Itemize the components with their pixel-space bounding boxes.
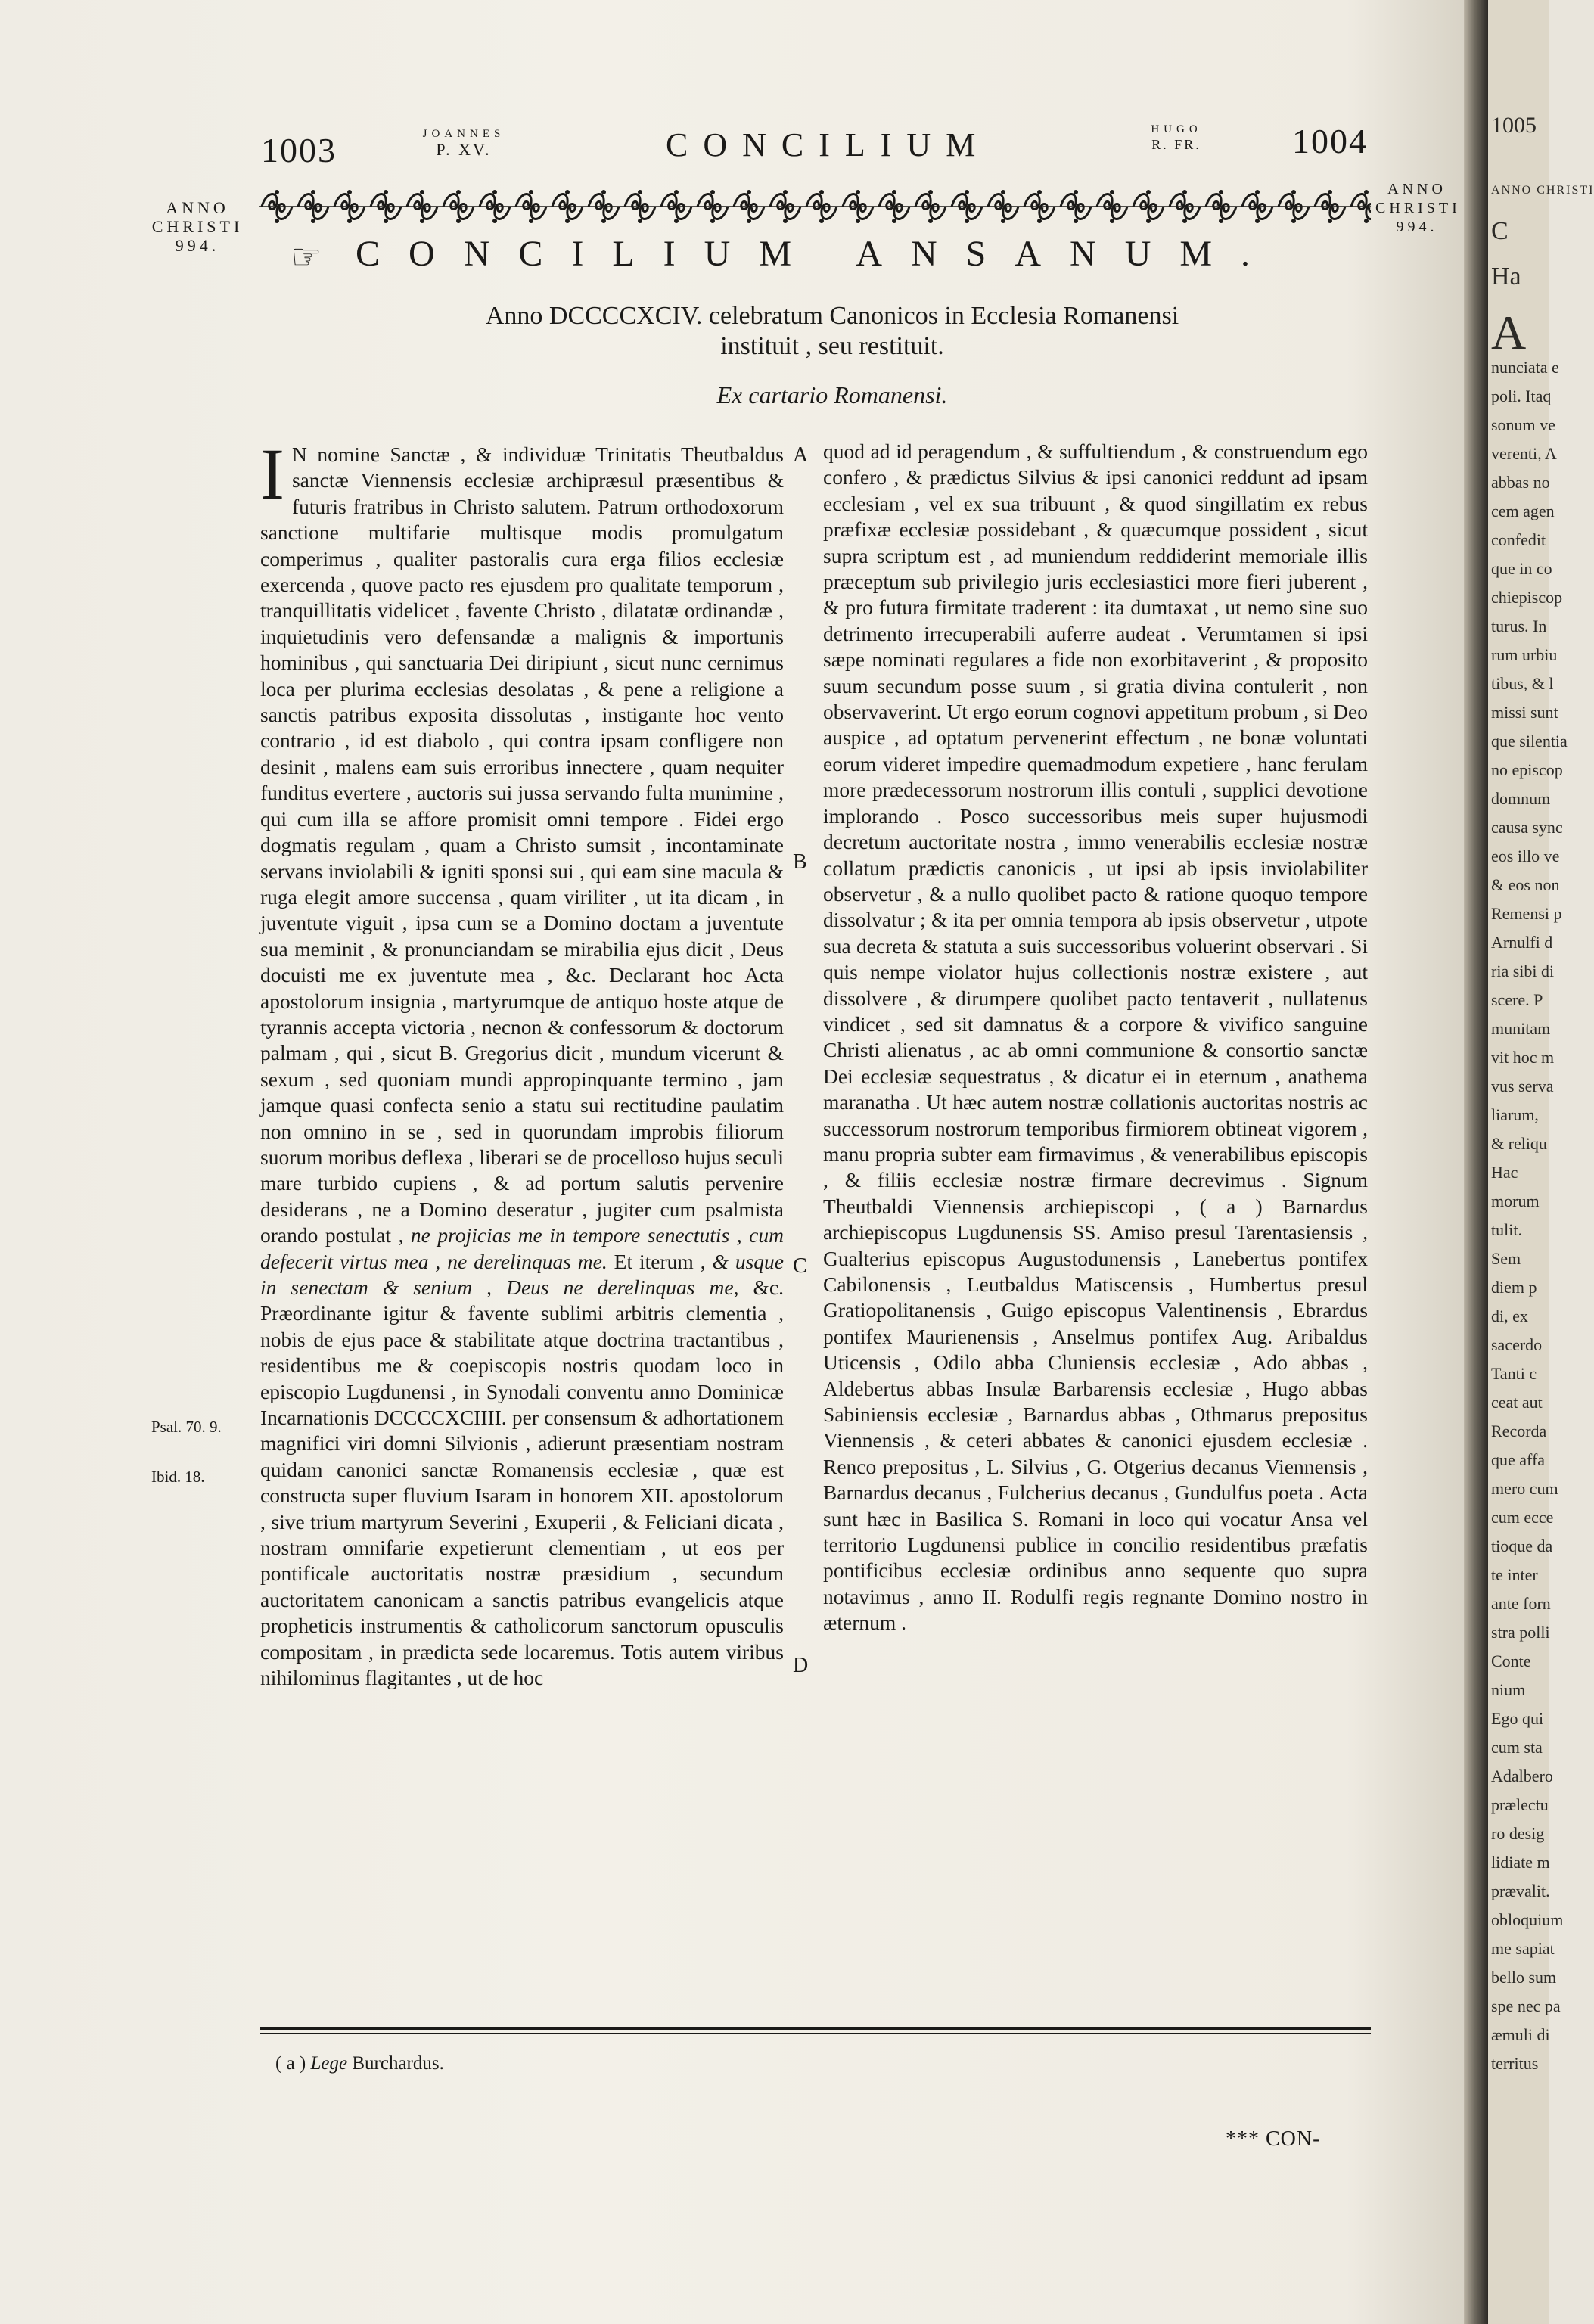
council-title: CONCILIUM ANSANUM.	[356, 234, 1279, 274]
adjacent-page-line: verenti, A	[1491, 444, 1557, 463]
adjacent-page-line: morum	[1491, 1192, 1540, 1210]
adjacent-page-line: Remensi p	[1491, 904, 1562, 923]
council-subtitle	[303, 301, 1362, 362]
catchword: *** CON-	[1226, 2127, 1321, 2151]
adjacent-page-line: Recorda	[1491, 1421, 1547, 1440]
adjacent-page-line: Ha	[1491, 263, 1521, 290]
adjacent-page-line: missi sunt	[1491, 703, 1558, 722]
adjacent-page-line: abbas no	[1491, 473, 1550, 492]
adjacent-page-line: Hac	[1491, 1163, 1518, 1182]
adjacent-page-line: stra polli	[1491, 1623, 1550, 1642]
adjacent-page-line: cum sta	[1491, 1738, 1543, 1757]
adjacent-page-line: rum urbiu	[1491, 645, 1558, 664]
adjacent-page-line: sonum ve	[1491, 415, 1555, 434]
adjacent-page-line: scere. P	[1491, 990, 1543, 1009]
anno-label: ANNO	[1387, 181, 1446, 197]
subtitle-line-2: instituit , seu restituit.	[720, 332, 944, 360]
adjacent-page-line: vus serva	[1491, 1077, 1554, 1095]
adjacent-page-line: lidiate m	[1491, 1853, 1550, 1872]
adjacent-page-line: vit hoc m	[1491, 1048, 1555, 1067]
adjacent-page-line: nium	[1491, 1680, 1526, 1699]
anno-label: ANNO	[166, 198, 229, 217]
charter-continuation-text: &c. Præordinante igitur & favente sublimi arbitris clementia , nobis de ejus pace & stabilitate atque doctrina tractantibus , residentibus me & coepiscopis nostris quodam loco in episcopio Lugdunensi , in Synodali conventu anno Dominicæ Incarnationis DCCCCXCIIII. per consensum & adhortationem magnifici viri domni Silvionis , adierunt præsentiam nostram quidam canonici sanctæ Romanensis ecclesiæ , quæ est constructa super fluvium Isaram in honorem XII. apostolorum , sive trium martyrum Severini , Exuperii , & Feliciani dicata , nostram omnifarie expetierunt clementiam , ut eos per pontificale auctoritatis nostræ præsidium , secundum auctoritatem canonicam a sanctis patribus evangelicis atque propheticis instrumentis & catholicorum sanctorum opusculis compositam , in prædicta sede locaremus. Totis autem viribus nihilominus flagitantes , ut de hoc	[260, 1275, 785, 1690]
king-name: HUGO	[1151, 123, 1202, 135]
christi-label: CHRISTI	[1375, 200, 1461, 216]
adjacent-page-line: bello sum	[1491, 1968, 1557, 1987]
page-number-left: 1003	[261, 131, 337, 169]
adjacent-page-edge	[1488, 0, 1594, 2324]
adjacent-page-line: chiepiscop	[1491, 588, 1563, 607]
adjacent-page-line: æmuli di	[1491, 2025, 1550, 2044]
charter-paragraph-continued: quod ad id peragendum , & suffultiendum , & construendum ego confero , & prædictus Silvius & ipsi canonici reddunt ad ipsam ecclesiam , vel ex sua tribuunt , & quod singillatim ex rebus præfixæ ecclesiæ possidebant , & quæcumque possident , sicut supra scriptum est , ad muniendum reddiderint memoriale illis præceptum sub privilegio juris ecclesiastici more fieri juberent , & pro futura firmitate traderent : ita dumtaxat , ut nemo sine suo detrimento irrecuperabili auferre audeat . Verumtamen si ipsi sæpe nominati regulares a fide non exorbitaverint , & proposito suum secundum posse suum , si gratia divina contulerit , non observaverint. Ut ergo eorum cognovi appetitum probum , si Deo auspice , ad optatum pervenerint effectum , ne bonæ voluntati eorum videret impedire quemadmodum expetiere , hanc ferulam more prædecessorum nostrorum illis contuli , supplici devotione implorando . Posco successoribus meis super hujusmodi decretum auctoritate nostra , immo venerabilis ecclesiæ nostræ collatum prædictis canonicis , ut ipsi ab ipsis inviolabiliter observetur , & a nullo quolibet pacto & ratione quoquo tempore dissolvatur ; & ita per omnia tempora ab ipsis observetur , utpote sua decreta & statuta a suis successoribus voluerint observari . Si quis nempe violator hujus collectionis nostræ existere , aut dissolvere , & dirumpere quolibet pacto tentaverit , nullatenus vindicet , sed sit damnatus & a corpore & vivifico sanguine Christi alienatus , ac ab omni communione & consortio sanctæ Dei ecclesiæ sequestratus , & dicatur ei in eternum , anathema maranatha . Ut hæc autem nostræ collationis auctoritas nostris ac successorum nostrorum temporibus firmiorem obtineat vigorem , manu propria subter eam firmavimus , & venerabilibus episcopis , & filiis ecclesiæ nostræ firmare decrevimus . Signum Theutbaldi Viennensis archiepiscopi , ( a ) Barnardus archiepiscopus Lugdunensis SS. Amiso presul Tarentasiensis , Gualterius episcopus Augustodunensis , Lanebertus pontifex Cabilonensis , Leutbaldus Matiscensis , Humbertus presul Gratiopolitanensis , Guigo episcopus Valentinensis , Ebrardus pontifex Maurienensis , Anselmus pontifex Aug. Aribaldus Uticensis , Odilo abba Cluniensis ecclesiæ , Ado abbas , Aldebertus abbas Insulæ Barbarensis ecclesiæ , Hugo abbas Sabiniensis ecclesiæ , Barnardus abbas , Othmarus prepositus Viennensis , & ceteri abbates & canonici ejusdem ecclesiæ . Renco prepositus , L. Silvius , G. Otgerius decanus Viennensis , Barnardus decanus , Fulcherius decanus , Gundulfus poeta . Acta sunt hæc in Basilica S. Romani in loco qui vocatur Ansa vel territorio Lugdunensi publice in concilio residentibus præfatis pontificibus ecclesiæ ordinibus anno sequente quo supra notavimus , anno II. Rodulfi regis regnante Domino nostro in æternum .	[823, 440, 1368, 1635]
footnote-rule	[260, 2027, 1371, 2030]
adjacent-page-line: obloquium	[1491, 1910, 1564, 1929]
adjacent-page-line: tioque da	[1491, 1536, 1553, 1555]
adjacent-page-line: prævalit.	[1491, 1881, 1550, 1900]
adjacent-page-line: turus. In	[1491, 617, 1547, 635]
year-label: 994.	[175, 236, 220, 255]
running-title: CONCILIUM	[666, 126, 991, 163]
margin-reference-ibid: Ibid. 18.	[151, 1468, 205, 1486]
footnote-lege: Lege	[310, 2053, 348, 2074]
adjacent-page-line: C	[1491, 217, 1509, 245]
adjacent-page-line: territus	[1491, 2054, 1539, 2073]
pope-name: JOANNES	[422, 128, 505, 140]
king-heading	[1135, 123, 1218, 153]
psalm-quote-1: ne projicias me in tempore senectutis , cum defecerit virtus mea , ne derelinquas me.	[260, 1223, 784, 1273]
adjacent-page-line: domnum	[1491, 789, 1551, 808]
charter-paragraph	[260, 433, 785, 1692]
subtitle-line-1: Anno DCCCCXCIV. celebratum Canonicos in Ecclesia Romanensi	[485, 302, 1179, 330]
adjacent-page-line: cem agen	[1491, 502, 1555, 520]
page-number-right: 1004	[1292, 122, 1368, 160]
adjacent-page-line: Conte	[1491, 1651, 1531, 1670]
section-marker-c: C	[793, 1254, 807, 1278]
adjacent-page-line: sacerdo	[1491, 1335, 1543, 1354]
book-gutter	[1464, 0, 1488, 2324]
adjacent-page-line: no episcop	[1491, 760, 1563, 779]
adjacent-page-line: tulit.	[1491, 1220, 1522, 1239]
footnote	[275, 2053, 444, 2074]
christi-label: CHRISTI	[151, 217, 244, 236]
adjacent-page-line: spe nec pa	[1491, 1996, 1561, 2015]
source-note: Ex cartario Romanensi.	[716, 381, 948, 409]
adjacent-page-line: poli. Itaq	[1491, 387, 1552, 405]
year-label: 994.	[1396, 219, 1438, 235]
footnote-rule-thin	[260, 2033, 1371, 2034]
adjacent-page-line: causa sync	[1491, 818, 1563, 837]
adjacent-page-line: liarum,	[1491, 1105, 1539, 1124]
right-text-column	[823, 439, 1368, 1636]
adjacent-anno: ANNO CHRISTI	[1491, 184, 1594, 197]
adjacent-folio: 1005	[1491, 113, 1537, 138]
charter-opening-text: N nomine Sanctæ , & individuæ Trinitatis Theutbaldus sanctæ Viennensis ecclesiæ archipræsul præsentibus & futuris fratribus in Christo salutem. Patrum orthodoxorum sanctione multifarie multisque modis promulgatum comperimus , qualiter pastoralis cura erga filios ecclesiæ exercenda , quove pacto res ejusdem pro qualitate temporum , tranquillitatis videlicet , favente Christo , dilatatæ ordinandæ , inquietudinis vero defensandæ a malignis & importunis hominibus , qui sanctuaria Dei diripiunt , sicut nunc cernimus loca per plurima ecclesias desolatas , & pene a religione a sanctis patribus exposita dissolutas , instigante hoc vento contrario , id est diabolo , qui contra ipsam confligere non desinit , malens eam suis erroribus innectere , quam nequiter funditus evertere , auctoris sui jussa servando fulta munimine , qui cum illa se affore promisit omni tempore . Fidei ergo dogmatis regulam , quam a Christo sumsit , incontaminate servans inviolabili & igniti sponsi sui , qui eam sine macula & ruga elegit amore succensa , quam viriliter , ut ita dicam , in juventute viguit , ipsa cum se a Domino doctam a juventute sua meminit , & pronunciandam se mirabilia ejus dicit , Deus docuisti me ex juventute mea , &c. Declarant hoc Acta apostolorum insignia , martyrumque de antiquo hoste atque de tyrannis accepta victoria , necnon & confessorum & doctorum palmam , qui , sicut B. Gregorius dicit , mundum vicerunt & sexum , sed quoniam mundi appropinquante termino , jam jamque quasi confecta senio a statu sui rectitudine paulatim non omnino in se , sed in quorundam improbis filiorum suorum moribus deflexa , liberari se de procelloso hujus seculi mare turbido cupiens , & ad portum salutis pervenire desiderans , ne a Domino deseratur , jugiter cum psalmista orando postulat ,	[260, 443, 784, 1247]
adjacent-page-line: cum ecce	[1491, 1508, 1554, 1527]
adjacent-page-line: Sem	[1491, 1249, 1521, 1268]
ornamental-headpiece	[259, 185, 1371, 228]
adjacent-page-line: ria sibi di	[1491, 962, 1555, 980]
adjacent-page-line: me sapiat	[1491, 1939, 1555, 1958]
adjacent-page-line: Arnulfi d	[1491, 933, 1553, 952]
adjacent-page-line: diem p	[1491, 1278, 1537, 1297]
adjacent-page-line: mero cum	[1491, 1479, 1558, 1498]
adjacent-page-line: tibus, & l	[1491, 674, 1554, 693]
adjacent-page-line: Tanti c	[1491, 1364, 1537, 1383]
left-text-column	[260, 433, 785, 1692]
adjacent-page-line: prælectu	[1491, 1795, 1549, 1814]
adjacent-page-line: ro desig	[1491, 1824, 1545, 1843]
connector-text: Et iterum ,	[614, 1249, 706, 1273]
section-marker-d: D	[793, 1654, 809, 1677]
adjacent-page-line: ceat aut	[1491, 1393, 1543, 1412]
adjacent-page-line: ante forn	[1491, 1594, 1551, 1613]
king-title: R. FR.	[1151, 137, 1201, 152]
adjacent-page-line: A	[1491, 306, 1527, 359]
adjacent-page-line: que affa	[1491, 1450, 1546, 1469]
adjacent-page-line: que in co	[1491, 559, 1552, 578]
adjacent-page-line: di, ex	[1491, 1306, 1528, 1325]
section-marker-b: B	[793, 850, 807, 874]
adjacent-page-line: & reliqu	[1491, 1134, 1547, 1153]
adjacent-page-line: confedit	[1491, 530, 1546, 549]
section-marker-a: A	[793, 443, 809, 467]
adjacent-page-line: & eos non	[1491, 875, 1560, 894]
footnote-name: Burchardus.	[352, 2053, 444, 2074]
anno-christi-left	[148, 198, 247, 255]
pope-number: P. XV.	[436, 140, 492, 159]
margin-reference-psalm: Psal. 70. 9.	[151, 1418, 222, 1436]
drop-cap-initial: I	[260, 433, 284, 514]
pope-heading	[415, 127, 513, 159]
adjacent-page-line: que silentia	[1491, 732, 1568, 750]
adjacent-page-line: te inter	[1491, 1565, 1538, 1584]
footnote-mark: ( a )	[275, 2053, 306, 2074]
adjacent-page-line: Ego qui	[1491, 1709, 1544, 1728]
pointing-hand-icon: ☞	[291, 238, 322, 276]
psalm-quote-2: & usque in senectam & senium , Deus ne derelinquas me,	[260, 1249, 784, 1299]
anno-christi-right	[1375, 180, 1459, 237]
adjacent-page-line: nunciata e	[1491, 358, 1559, 377]
adjacent-page-line: eos illo ve	[1491, 847, 1560, 865]
adjacent-page-line: Adalbero	[1491, 1766, 1553, 1785]
adjacent-page-line: munitam	[1491, 1019, 1551, 1038]
